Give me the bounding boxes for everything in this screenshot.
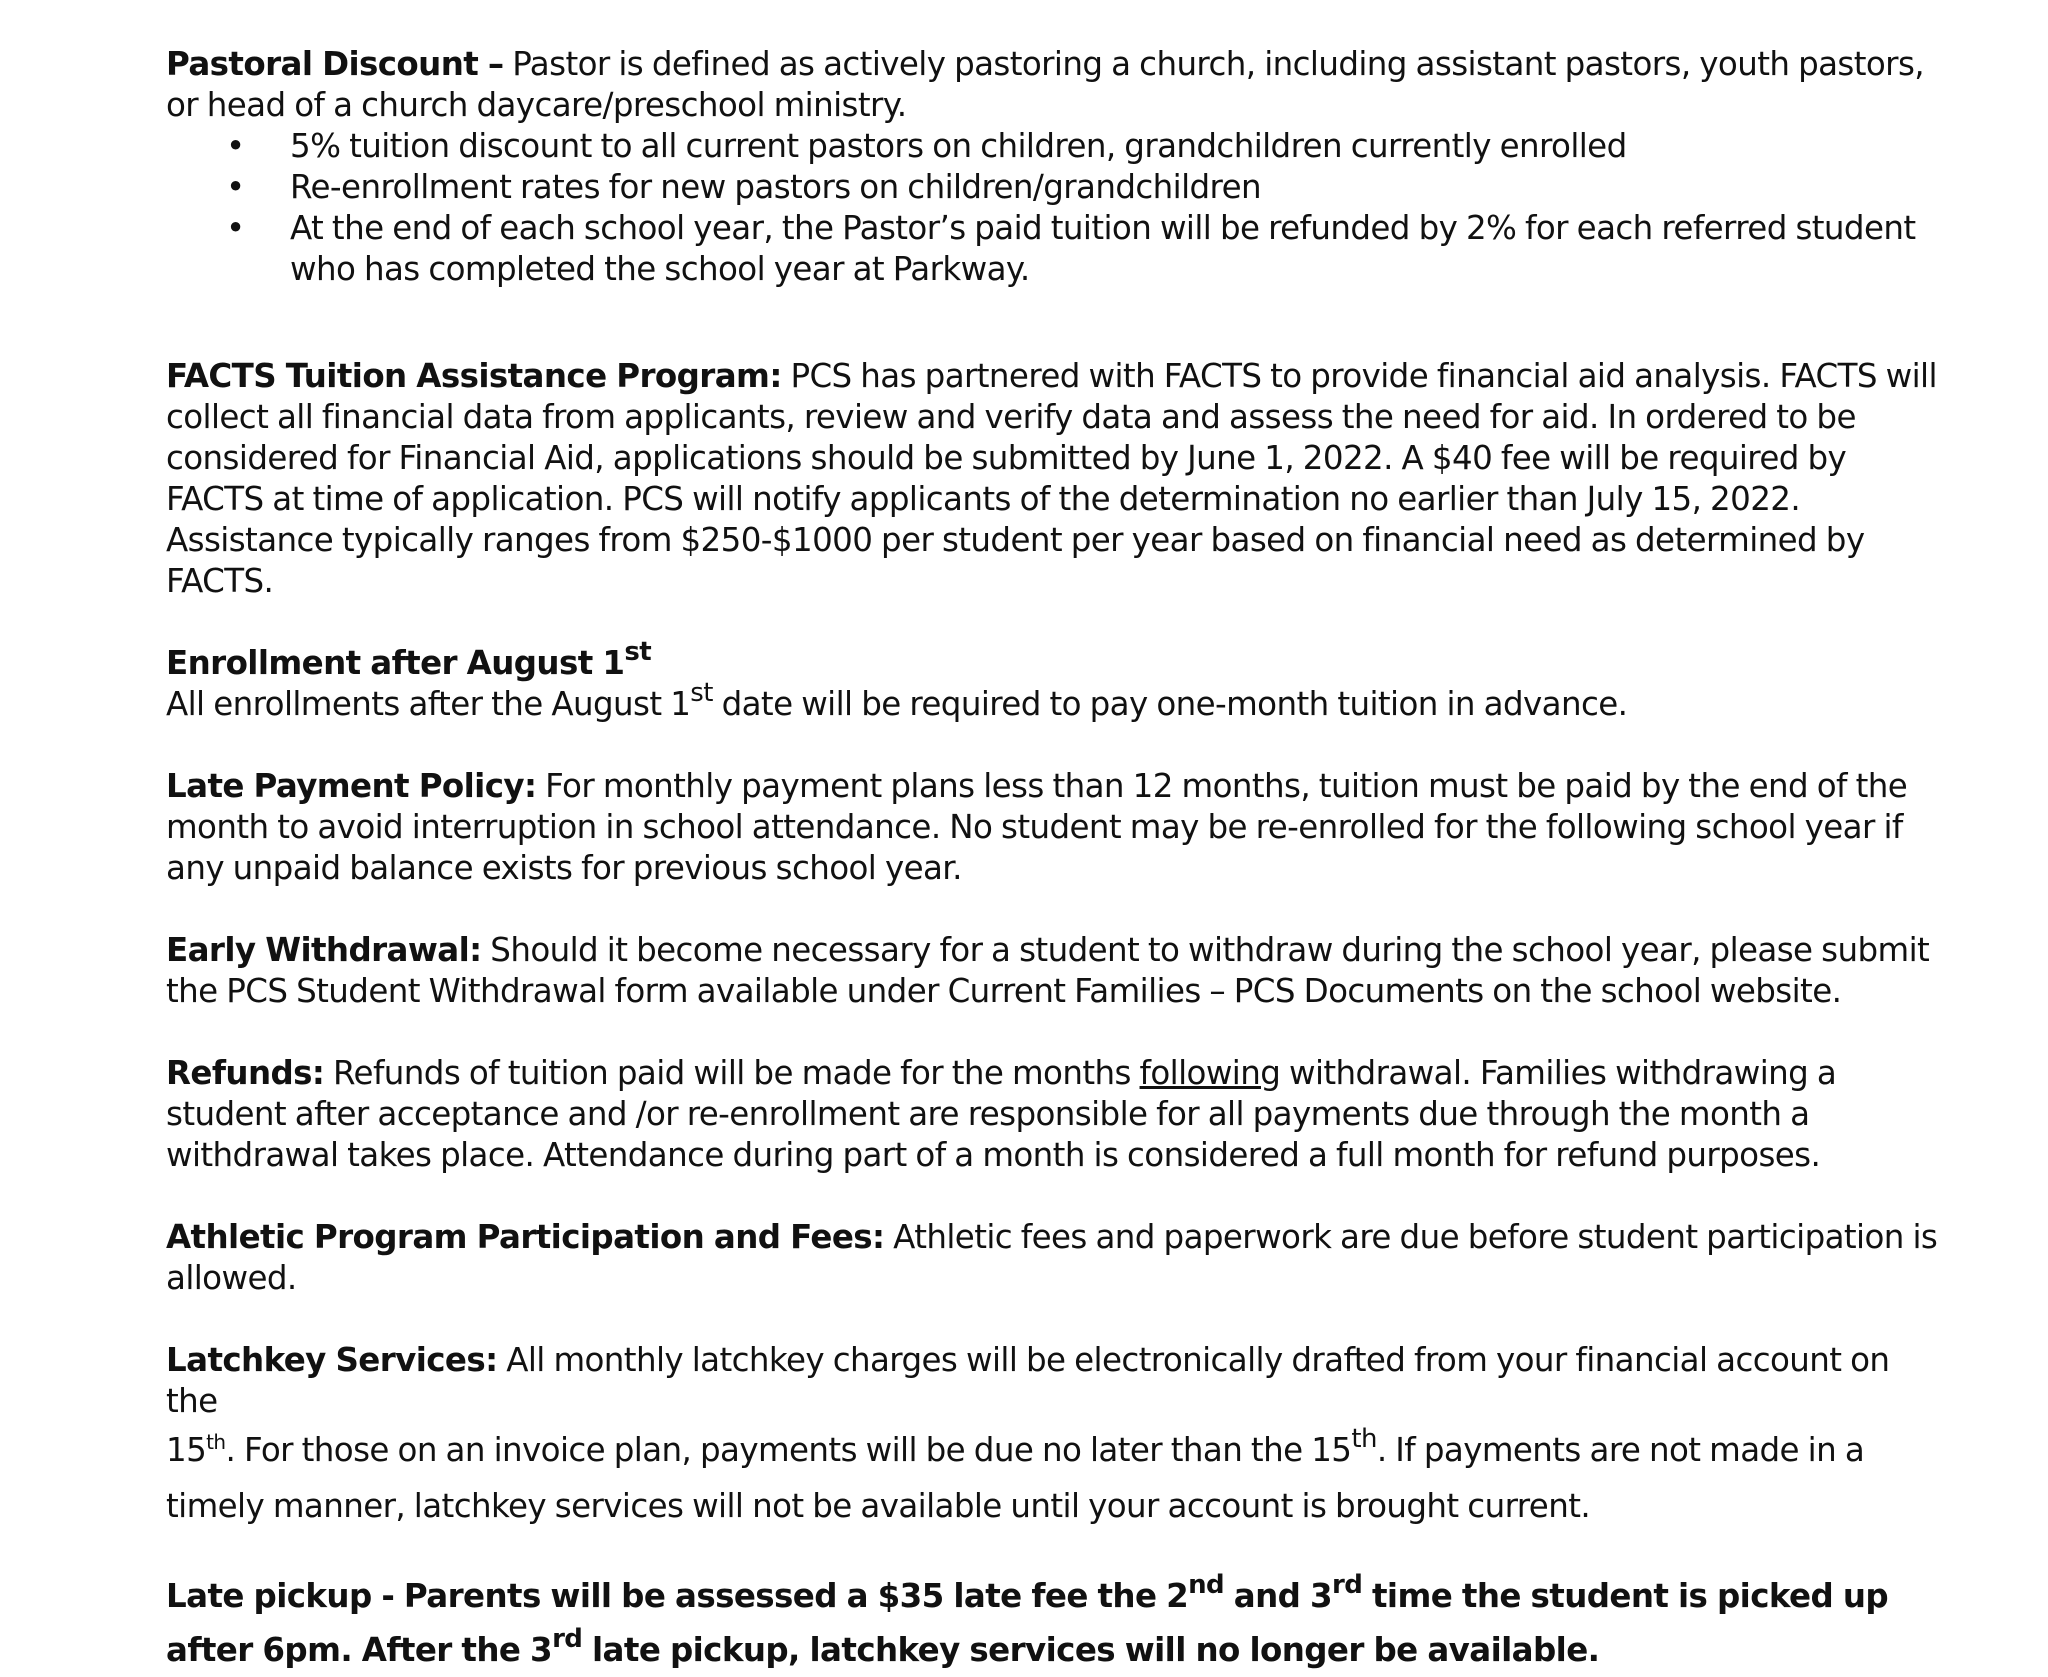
latchkey-line-1 xyxy=(166,1340,1946,1422)
late-pickup-sup-b: rd xyxy=(1332,1570,1363,1600)
pastoral-bullet-list xyxy=(166,126,1946,290)
early-withdrawal-section xyxy=(166,930,1946,1012)
late-pickup-text-d: late pickup, latchkey services will no longer be available. xyxy=(582,1631,1600,1669)
enrollment-text-b: date will be required to pay one-month tuition in advance. xyxy=(712,685,1628,723)
late-payment-heading: Late Payment Policy: xyxy=(166,767,537,805)
enrollment-text-a: All enrollments after the August 1 xyxy=(166,685,691,723)
list-item: • 5% tuition discount to all current pastors on children, grandchildren currently enrolled xyxy=(290,126,1946,167)
late-pickup-text-b: and 3 xyxy=(1224,1577,1333,1615)
late-pickup-text-c: time the student is picked up after 6pm. After the 3 xyxy=(166,1577,1889,1669)
refunds-heading: Refunds: xyxy=(166,1054,325,1092)
late-payment-text: For monthly payment plans less than 12 months, tuition must be paid by the end of the month to avoid interruption in school attendance. No student may be re-enrolled for the following school year if any unpaid balance exists for previous school year. xyxy=(166,767,1908,887)
enrollment-text xyxy=(166,678,1946,725)
early-withdrawal-heading: Early Withdrawal: xyxy=(166,931,482,969)
list-item: • Re-enrollment rates for new pastors on children/grandchildren xyxy=(290,167,1946,208)
latchkey-text-b: . For those on an invoice plan, payments will be due no later than the 15 xyxy=(225,1431,1352,1469)
pastoral-paragraph xyxy=(166,44,1946,126)
late-payment-section xyxy=(166,766,1946,889)
latchkey-sup2: th xyxy=(1351,1424,1377,1454)
pastoral-text: Pastor is defined as actively pastoring a church, including assistant pastors, youth pastors, or head of a church daycare/preschool ministry. xyxy=(166,45,1925,124)
list-item: • At the end of each school year, the Pastor’s paid tuition will be refunded by 2% for each referred student who has completed the school year at Parkway. xyxy=(290,208,1946,290)
latchkey-text-a: All monthly latchkey charges will be electronically drafted from your financial account on the xyxy=(166,1341,1890,1420)
enrollment-heading xyxy=(166,637,1946,684)
athletic-heading: Athletic Program Participation and Fees: xyxy=(166,1218,885,1256)
latchkey-heading: Latchkey Services: xyxy=(166,1341,498,1379)
refunds-section xyxy=(166,1053,1946,1176)
enrollment-heading-text: Enrollment after August 1 xyxy=(166,644,625,682)
latchkey-num1: 15 xyxy=(166,1431,207,1469)
refunds-underlined-word: following xyxy=(1139,1054,1281,1092)
late-pickup-sup-c: rd xyxy=(552,1624,583,1654)
late-pickup-notice xyxy=(166,1569,1946,1677)
refunds-text-a: Refunds of tuition paid will be made for the months xyxy=(324,1054,1140,1092)
document-body xyxy=(166,44,1946,1677)
pastoral-heading: Pastoral Discount – xyxy=(166,45,504,83)
late-pickup-text-a: Late pickup - Parents will be assessed a $35 late fee the 2 xyxy=(166,1577,1189,1615)
latchkey-line-2 xyxy=(166,1422,1946,1534)
late-pickup-sup-a: nd xyxy=(1188,1570,1225,1600)
latchkey-section xyxy=(166,1340,1946,1534)
refunds-text-b: withdrawal. Families withdrawing a student after acceptance and /or re-enrollment are responsible for all payments due through the month a withdrawal takes place. Attendance during part of a month is considered a full month for refund purposes. xyxy=(166,1054,1837,1174)
facts-text: PCS has partnered with FACTS to provide financial aid analysis. FACTS will collect all financial data from applicants, review and verify data and assess the need for aid. In ordered to be considered for Financial Aid, applications should be submitted by June 1, 2022. A $40 fee will be required by FACTS at time of application. PCS will notify applicants of the determination no earlier than July 15, 2022. Assistance typically ranges from $250-$1000 per student per year based on financial need as determined by FACTS. xyxy=(166,357,1937,600)
athletic-text: Athletic fees and paperwork are due before student participation is allowed. xyxy=(166,1218,1938,1297)
athletic-section xyxy=(166,1217,1946,1299)
latchkey-text-c: . If payments are not made in a timely manner, latchkey services will not be available until your account is brought current. xyxy=(166,1431,1865,1525)
early-withdrawal-text: Should it become necessary for a student to withdraw during the school year, please submit the PCS Student Withdrawal form available under Current Families – PCS Documents on the school website. xyxy=(166,931,1930,1010)
latchkey-sup1: th xyxy=(206,1430,226,1454)
pastoral-discount-section xyxy=(166,44,1946,290)
facts-heading: FACTS Tuition Assistance Program: xyxy=(166,357,782,395)
enrollment-section xyxy=(166,637,1946,725)
enrollment-heading-sup: st xyxy=(624,637,652,667)
enrollment-text-sup: st xyxy=(690,678,713,708)
facts-section xyxy=(166,356,1946,602)
